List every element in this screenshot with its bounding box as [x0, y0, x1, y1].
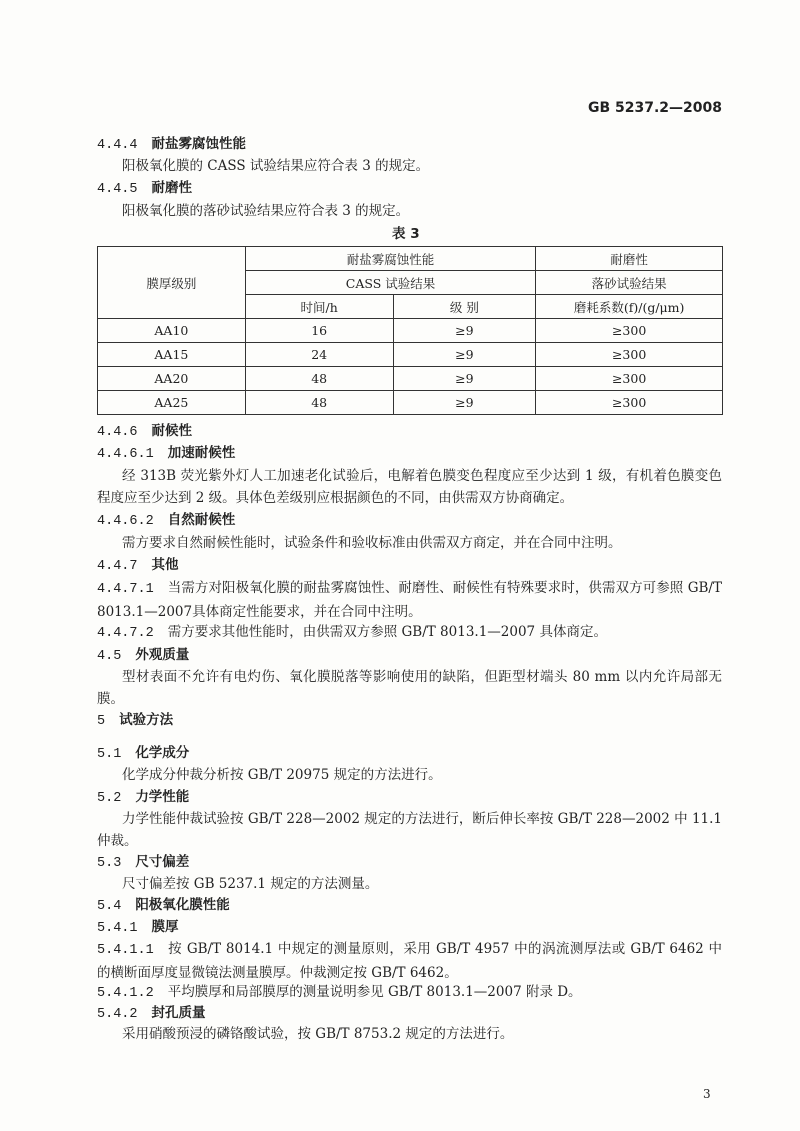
clause-5-4-1-1: 5.4.1.1 按 GB/T 8014.1 中规定的测量原则，采用 GB/T 4957 中的涡流测厚法或 GB/T 6462 中的横断面厚度显微镜法测量膜厚。仲裁测定按 GB/T 6462。 [97, 941, 722, 981]
heading-4-5: 4.5 外观质量 [97, 647, 190, 664]
cell: AA25 [98, 391, 246, 415]
heading-5-4: 5.4 阳极氧化膜性能 [97, 897, 230, 914]
heading-5-3: 5.3 尺寸偏差 [97, 854, 190, 871]
clause-4-4-7-2: 4.4.7.2 需方要求其他性能时，由供需双方参照 GB/T 8013.1—2007 具体商定。 [97, 624, 607, 641]
cell: ≥9 [393, 391, 536, 415]
cell: AA15 [98, 343, 246, 367]
paragraph: 采用硝酸预浸的磷铬酸试验，按 GB/T 8753.2 规定的方法进行。 [122, 1026, 514, 1042]
cell: 48 [245, 367, 393, 391]
paragraph: 型材表面不允许有电灼伤、氧化膜脱落等影响使用的缺陷，但距型材端头 80 mm 以内允许局部无膜。 [97, 669, 722, 707]
header-time: 时间/h [245, 295, 393, 319]
clause-5-4-1-2: 5.4.1.2 平均膜厚和局部膜厚的测量说明参见 GB/T 8013.1—2007 附录 D。 [97, 984, 582, 1001]
table-3 [97, 246, 723, 415]
header-coef: 磨耗系数(f)/(g/μm) [536, 295, 723, 319]
heading-5-4-1: 5.4.1 膜厚 [97, 919, 179, 936]
header-wear: 耐磨性 [536, 247, 723, 271]
cell: 16 [245, 319, 393, 343]
header-cass: CASS 试验结果 [245, 271, 536, 295]
page-number: 3 [703, 1087, 711, 1101]
heading-4-4-6: 4.4.6 耐候性 [97, 423, 193, 440]
paragraph: 阳极氧化膜的落砂试验结果应符合表 3 的规定。 [122, 203, 410, 219]
standard-number: GB 5237.2—2008 [587, 100, 722, 116]
cell: ≥9 [393, 367, 536, 391]
heading-4-4-5: 4.4.5 耐磨性 [97, 180, 193, 197]
heading-5: 5 试验方法 [97, 712, 174, 729]
cell: ≥9 [393, 319, 536, 343]
cell: ≥300 [536, 319, 723, 343]
clause-4-4-7-1: 4.4.7.1 当需方对阳极氧化膜的耐盐雾腐蚀性、耐磨性、耐候性有特殊要求时，供需双方可参照 GB/T 8013.1—2007具体商定性能要求，并在合同中注明。 [97, 580, 722, 620]
cell: ≥300 [536, 391, 723, 415]
table-row [98, 367, 723, 391]
heading-5-2: 5.2 力学性能 [97, 789, 190, 806]
table-row [98, 391, 723, 415]
heading-4-4-6-2: 4.4.6.2 自然耐候性 [97, 512, 236, 529]
heading-5-4-2: 5.4.2 封孔质量 [97, 1005, 206, 1022]
cell: ≥300 [536, 343, 723, 367]
cell: AA10 [98, 319, 246, 343]
table-caption: 表 3 [392, 226, 420, 242]
cell: 48 [245, 391, 393, 415]
cell: ≥300 [536, 367, 723, 391]
paragraph: 阳极氧化膜的 CASS 试验结果应符合表 3 的规定。 [122, 158, 430, 174]
cell: ≥9 [393, 343, 536, 367]
table-row [98, 343, 723, 367]
heading-5-1: 5.1 化学成分 [97, 745, 190, 762]
table-row [98, 319, 723, 343]
header-grade: 膜厚级别 [98, 247, 246, 319]
paragraph: 力学性能仲裁试验按 GB/T 228—2002 规定的方法进行，断后伸长率按 GB/T 228—2002 中 11.1 仲裁。 [97, 811, 722, 849]
cell: 24 [245, 343, 393, 367]
header-sand: 落砂试验结果 [536, 271, 723, 295]
cell: AA20 [98, 367, 246, 391]
paragraph: 需方要求自然耐候性能时，试验条件和验收标准由供需双方商定，并在合同中注明。 [122, 535, 622, 551]
heading-4-4-7: 4.4.7 其他 [97, 557, 179, 574]
header-salt-spray: 耐盐雾腐蚀性能 [245, 247, 536, 271]
paragraph: 经 313B 荧光紫外灯人工加速老化试验后，电解着色膜变色程度应至少达到 1 级，有机着色膜变色程度应至少达到 2 级。具体色差级别应根据颜色的不同，由供需双方协商确定。 [97, 468, 722, 506]
header-level: 级 别 [393, 295, 536, 319]
heading-4-4-4: 4.4.4 耐盐雾腐蚀性能 [97, 136, 247, 153]
heading-4-4-6-1: 4.4.6.1 加速耐候性 [97, 445, 236, 462]
paragraph: 尺寸偏差按 GB 5237.1 规定的方法测量。 [122, 876, 379, 892]
paragraph: 化学成分仲裁分析按 GB/T 20975 规定的方法进行。 [122, 767, 442, 783]
